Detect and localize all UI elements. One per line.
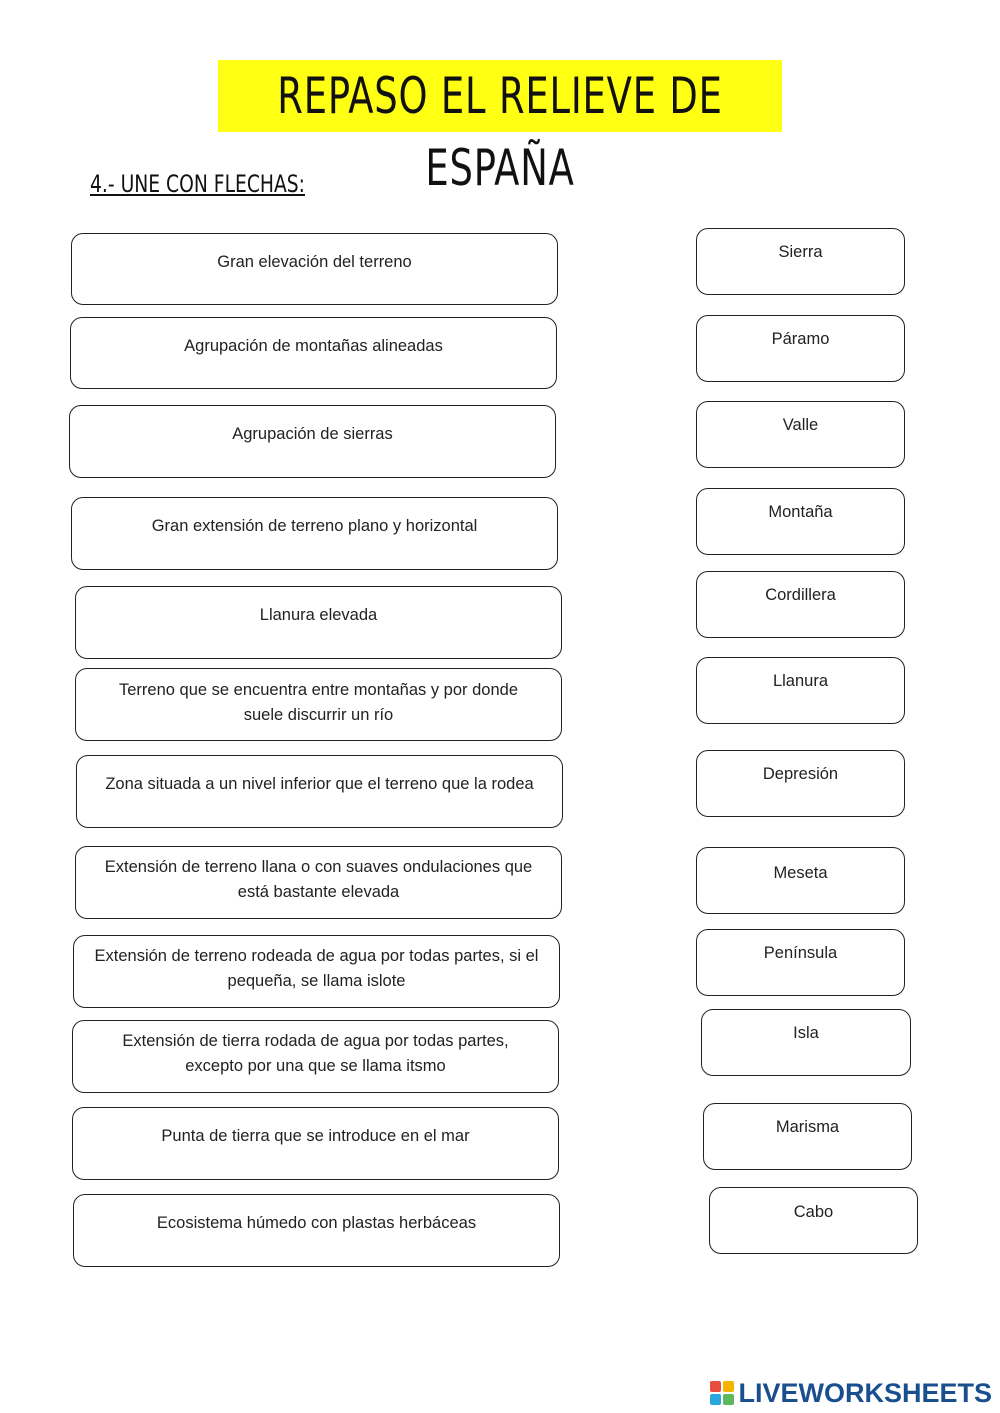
term-box[interactable]: [696, 929, 905, 996]
term-label: Páramo: [771, 330, 830, 348]
definition-box[interactable]: [72, 1020, 559, 1093]
term-box[interactable]: [696, 657, 905, 724]
definition-box[interactable]: [75, 586, 562, 659]
definition-box[interactable]: [72, 1107, 559, 1180]
logo-square: [723, 1394, 734, 1405]
definition-line: está bastante elevada: [237, 883, 400, 901]
liveworksheets-logo: [710, 1376, 992, 1410]
term-label: Meseta: [773, 864, 828, 882]
term-box[interactable]: [701, 1009, 911, 1076]
definition-line: Ecosistema húmedo con plastas herbáceas: [156, 1214, 477, 1232]
definition-box[interactable]: [73, 935, 560, 1008]
term-label: Montaña: [768, 503, 833, 521]
definition-box[interactable]: [73, 1194, 560, 1267]
definition-line: Agrupación de sierras: [232, 425, 393, 443]
definition-line: Extensión de tierra rodada de agua por todas partes,: [122, 1032, 509, 1050]
term-label: Marisma: [775, 1118, 840, 1136]
term-box[interactable]: [696, 228, 905, 295]
definition-line: pequeña, se llama islote: [227, 972, 406, 990]
term-label: Sierra: [778, 243, 823, 261]
definition-line: Extensión de terreno llana o con suaves ondulaciones que: [104, 858, 533, 876]
exercise-instruction: 4.- UNE CON FLECHAS:: [90, 170, 305, 198]
term-box[interactable]: [696, 488, 905, 555]
logo-mark-icon: [710, 1381, 734, 1405]
term-label: Isla: [793, 1024, 819, 1042]
page-title: REPASO EL RELIEVE DE ESPAÑA: [277, 67, 723, 197]
term-box[interactable]: [703, 1103, 912, 1170]
logo-square: [710, 1394, 721, 1405]
definition-line: Terreno que se encuentra entre montañas y por donde: [118, 681, 518, 699]
definition-line: suele discurrir un río: [243, 706, 394, 724]
definition-line: Agrupación de montañas alineadas: [184, 337, 443, 355]
definition-line: excepto por una que se llama itsmo: [185, 1057, 446, 1075]
definition-line: Llanura elevada: [259, 606, 378, 624]
term-box[interactable]: [696, 315, 905, 382]
term-label: Llanura: [772, 672, 829, 690]
term-box[interactable]: [696, 401, 905, 468]
definition-box[interactable]: [69, 405, 556, 478]
term-label: Cordillera: [765, 586, 836, 604]
term-label: Depresión: [762, 765, 839, 783]
definition-line: Punta de tierra que se introduce en el mar: [161, 1127, 470, 1145]
term-box[interactable]: [696, 571, 905, 638]
logo-square: [710, 1381, 721, 1392]
term-box[interactable]: [696, 750, 905, 817]
term-label: Cabo: [793, 1203, 834, 1221]
definition-box[interactable]: [71, 233, 558, 305]
definition-box[interactable]: [70, 317, 557, 389]
definition-box[interactable]: [71, 497, 558, 570]
term-label: Valle: [782, 416, 819, 434]
term-box[interactable]: [696, 847, 905, 914]
definition-line: Gran extensión de terreno plano y horizontal: [151, 517, 478, 535]
term-label: Península: [763, 944, 838, 962]
definition-box[interactable]: [75, 668, 562, 741]
definition-box[interactable]: [75, 846, 562, 919]
term-box[interactable]: [709, 1187, 918, 1254]
brand-name: LIVEWORKSHEETS: [738, 1377, 992, 1408]
logo-square: [723, 1381, 734, 1392]
definition-line: Extensión de terreno rodeada de agua por todas partes, si el: [94, 947, 539, 965]
definition-line: Zona situada a un nivel inferior que el terreno que la rodea: [105, 775, 534, 793]
definition-line: Gran elevación del terreno: [217, 253, 412, 271]
definition-box[interactable]: [76, 755, 563, 828]
